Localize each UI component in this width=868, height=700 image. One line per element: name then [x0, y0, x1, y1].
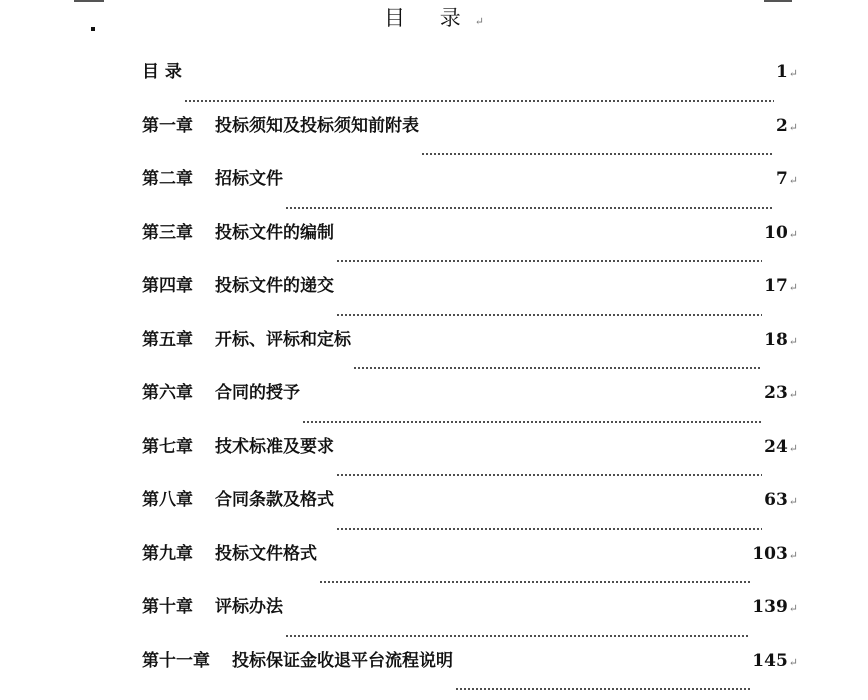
toc-entry-page-number: 103	[752, 540, 788, 568]
paragraph-mark-icon: ↵	[789, 381, 798, 409]
paragraph-mark-icon: ↵	[789, 328, 798, 356]
toc-entry[interactable]	[142, 593, 798, 647]
toc-dot-leader	[302, 407, 762, 425]
toc-entry[interactable]	[142, 326, 798, 380]
toc-entry-chapter: 第一章	[142, 112, 193, 140]
toc-entry-page-number: 17	[764, 272, 788, 300]
toc-entry-title: 投标文件的递交	[215, 272, 334, 300]
table-of-contents	[142, 58, 798, 700]
toc-entry-page-number: 24	[764, 433, 788, 461]
toc-entry-page-number: 23	[764, 379, 788, 407]
toc-entry-title: 投标保证金收退平台流程说明	[232, 647, 453, 675]
paragraph-mark-icon: ↵	[789, 649, 798, 677]
toc-dot-leader	[336, 514, 762, 532]
toc-entry-title: 技术标准及要求	[215, 433, 334, 461]
toc-entry-chapter: 第六章	[142, 379, 193, 407]
toc-heading-text: 目 录	[384, 6, 475, 30]
toc-dot-leader	[336, 300, 762, 318]
toc-entry-title: 开标、评标和定标	[215, 326, 351, 354]
paragraph-mark-icon: ↵	[789, 595, 798, 623]
toc-entry-chapter: 第十章	[142, 593, 193, 621]
toc-entry-chapter: 第二章	[142, 165, 193, 193]
toc-entry-page-number: 2	[776, 112, 788, 140]
toc-entry-page-number: 7	[776, 165, 788, 193]
toc-entry-title: 合同的授予	[215, 379, 300, 407]
toc-entry[interactable]	[142, 540, 798, 594]
toc-dot-leader	[353, 353, 762, 371]
toc-entry[interactable]	[142, 58, 798, 112]
paragraph-mark-icon: ↵	[789, 167, 798, 195]
toc-entry-chapter: 第三章	[142, 219, 193, 247]
toc-entry-chapter: 第九章	[142, 540, 193, 568]
toc-entry-chapter: 第十一章	[142, 647, 210, 675]
toc-heading	[0, 4, 868, 36]
paragraph-mark-icon: ↵	[789, 114, 798, 142]
toc-entry[interactable]	[142, 165, 798, 219]
toc-entry-page-number: 139	[752, 593, 788, 621]
toc-entry-title: 评标办法	[215, 593, 283, 621]
toc-entry-chapter: 第五章	[142, 326, 193, 354]
page-corner-mark-right	[764, 0, 792, 2]
toc-entry-title: 投标须知及投标须知前附表	[215, 112, 419, 140]
paragraph-mark-icon: ↵	[475, 15, 484, 28]
toc-entry[interactable]	[142, 379, 798, 433]
toc-entry-title: 投标文件格式	[215, 540, 317, 568]
toc-dot-leader	[455, 674, 750, 692]
toc-entry-page-number: 63	[764, 486, 788, 514]
paragraph-mark-icon: ↵	[789, 435, 798, 463]
toc-entry[interactable]	[142, 112, 798, 166]
toc-entry[interactable]	[142, 219, 798, 273]
toc-entry[interactable]	[142, 647, 798, 700]
toc-entry-page-number: 10	[764, 219, 788, 247]
toc-entry-title: 投标文件的编制	[215, 219, 334, 247]
toc-dot-leader	[319, 567, 750, 585]
toc-entry-chapter: 第八章	[142, 486, 193, 514]
toc-dot-leader	[336, 460, 762, 478]
toc-entry-title: 目 录	[142, 58, 182, 86]
toc-entry-page-number: 145	[752, 647, 788, 675]
toc-entry[interactable]	[142, 272, 798, 326]
paragraph-mark-icon: ↵	[789, 542, 798, 570]
toc-entry-title: 合同条款及格式	[215, 486, 334, 514]
paragraph-mark-icon: ↵	[789, 221, 798, 249]
toc-entry[interactable]	[142, 486, 798, 540]
toc-dot-leader	[184, 86, 774, 104]
toc-entry-chapter: 第七章	[142, 433, 193, 461]
toc-entry-page-number: 1	[776, 58, 788, 86]
toc-dot-leader	[421, 139, 774, 157]
toc-entry-chapter: 第四章	[142, 272, 193, 300]
page-corner-mark-left	[74, 0, 104, 2]
toc-entry[interactable]	[142, 433, 798, 487]
toc-dot-leader	[336, 246, 762, 264]
paragraph-mark-icon: ↵	[789, 488, 798, 516]
toc-entry-page-number: 18	[764, 326, 788, 354]
paragraph-mark-icon: ↵	[789, 60, 798, 88]
toc-entry-title: 招标文件	[215, 165, 283, 193]
toc-dot-leader	[285, 621, 750, 639]
toc-dot-leader	[285, 193, 774, 211]
paragraph-mark-icon: ↵	[789, 274, 798, 302]
